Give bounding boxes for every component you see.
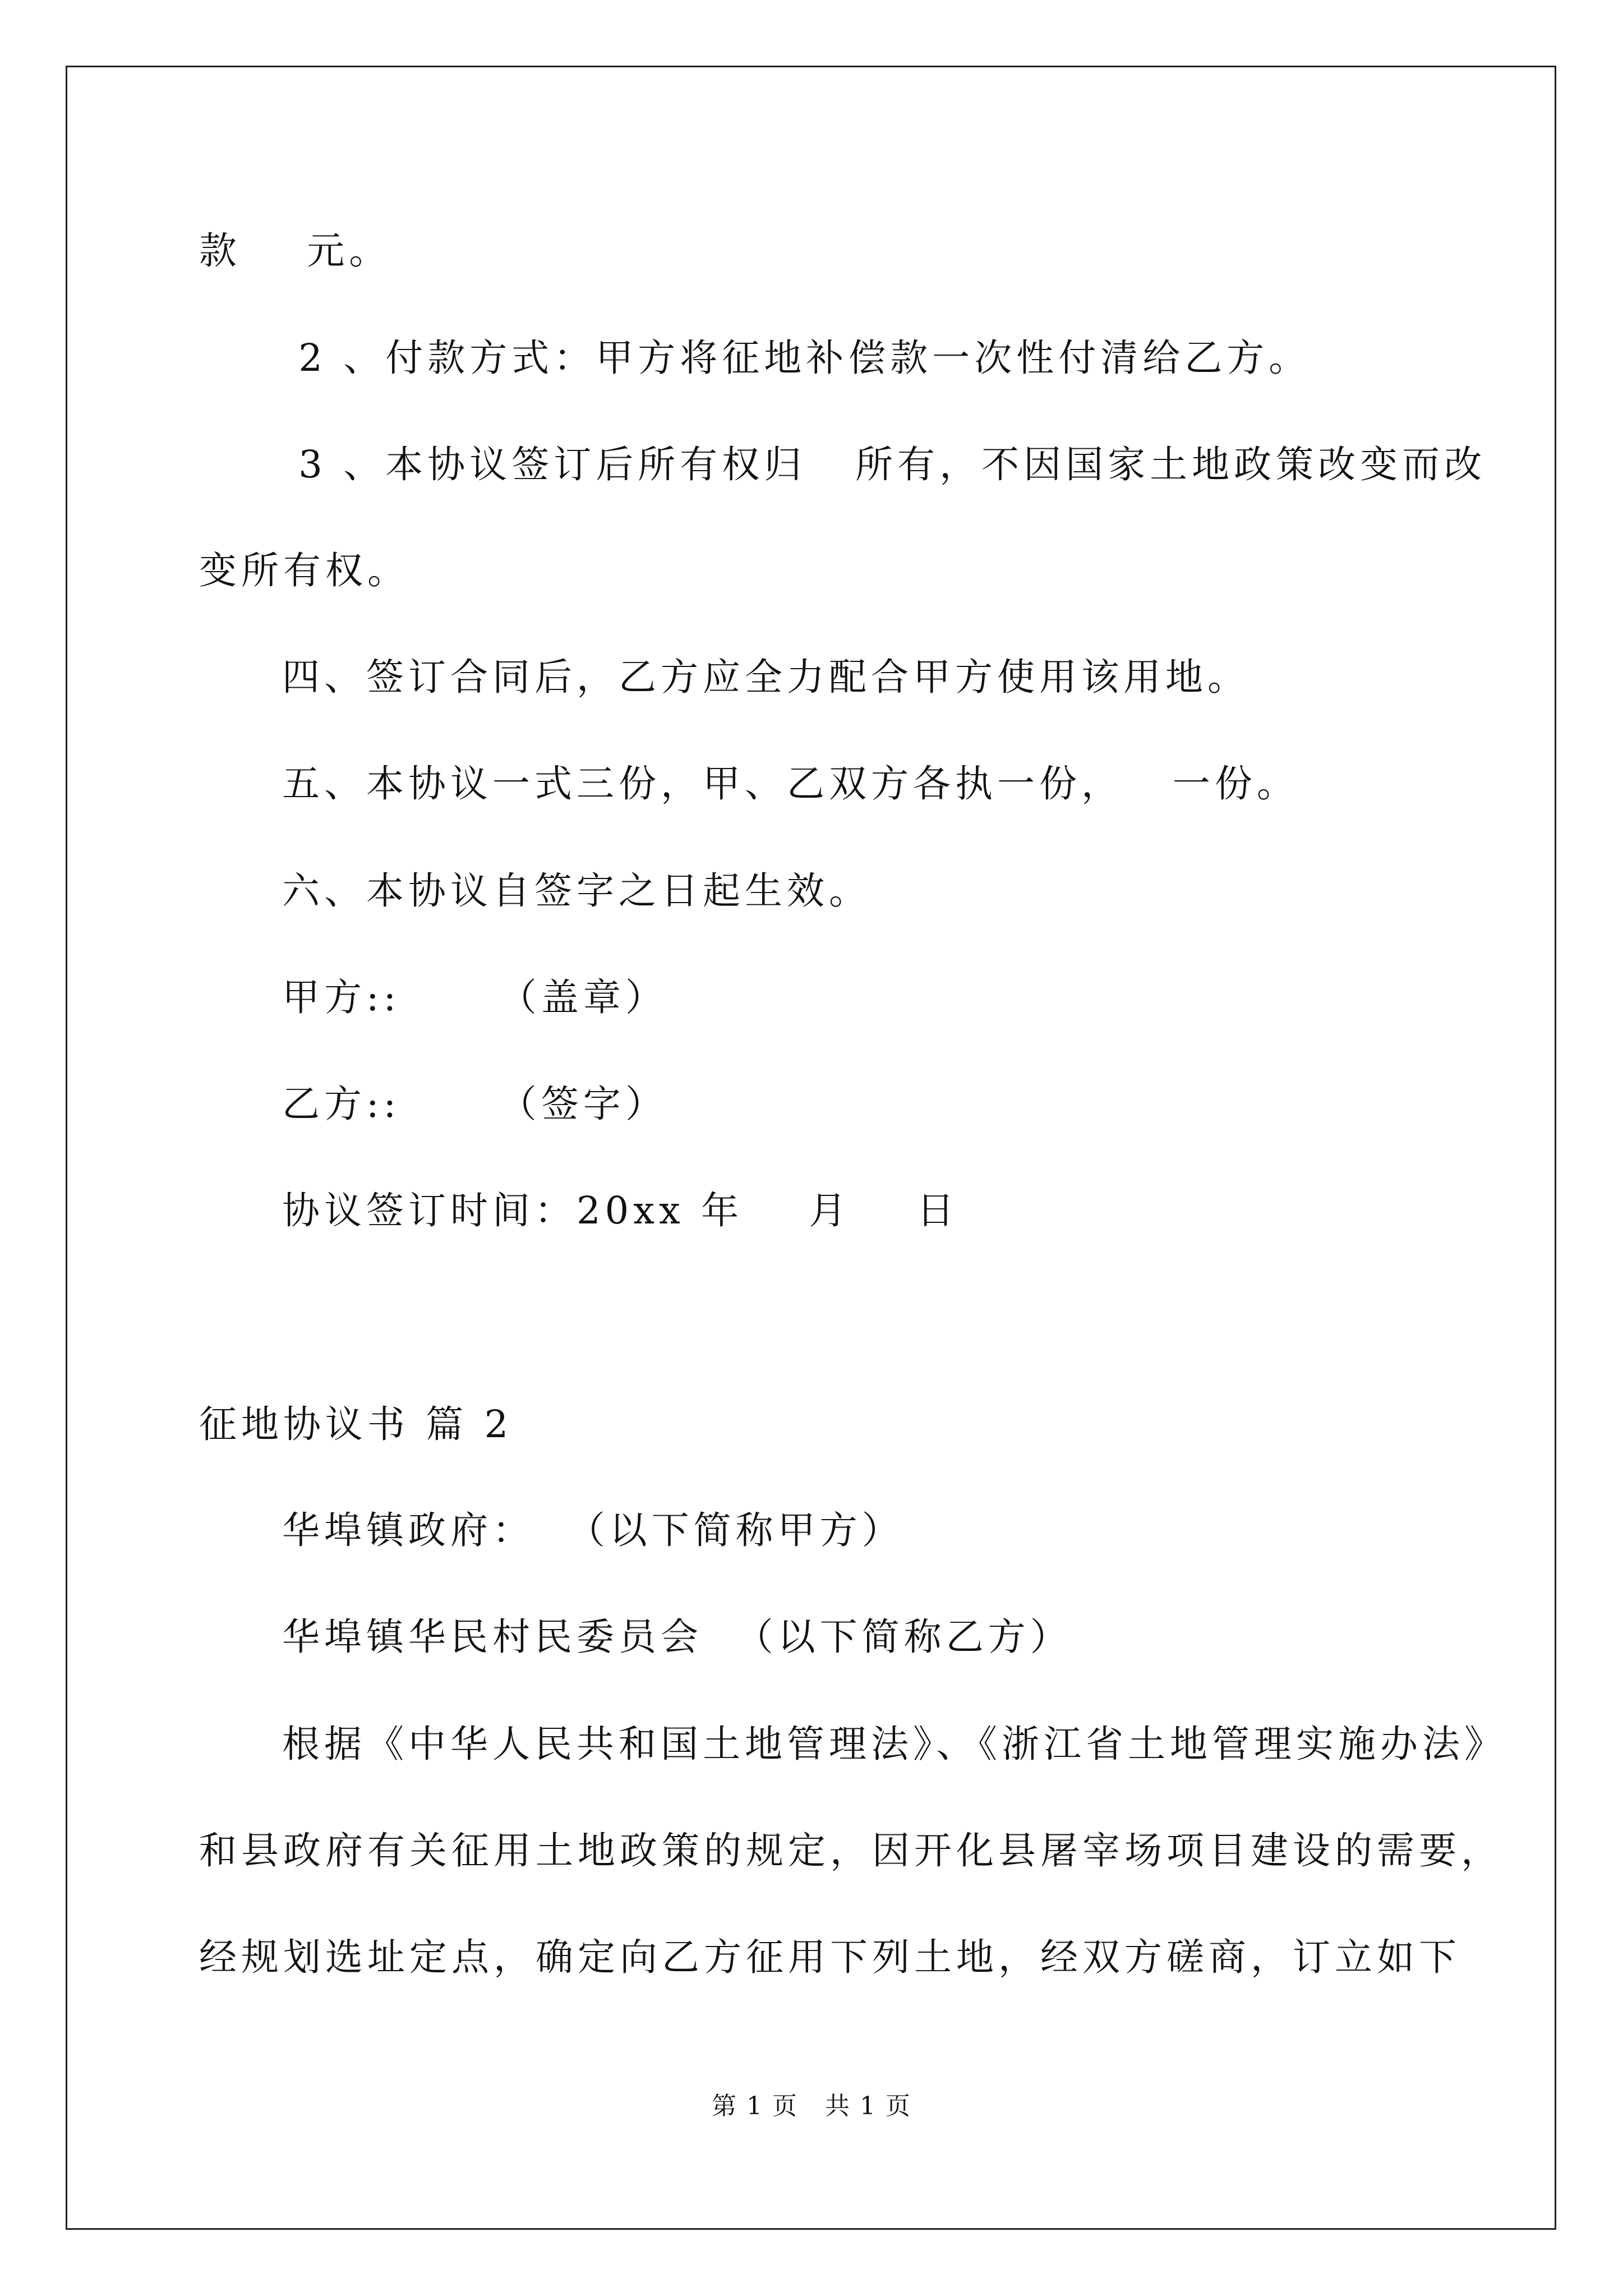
- party-a-line: 华埠镇政府： （以下简称甲方）: [282, 1508, 904, 1552]
- party-b-line: 华埠镇华民村民委员会 （以下简称乙方）: [282, 1615, 1072, 1659]
- text-line-clause-four: 四、签订合同后，乙方应全力配合甲方使用该用地。: [282, 655, 1249, 699]
- page-footer: 第 1 页 共 1 页: [712, 2092, 911, 2120]
- signing-date: 协议签订时间：20xx 年 月 日: [282, 1189, 959, 1232]
- text-line-basis-cont-2: 经规划选址定点，确定向乙方征用下列土地，经双方磋商，订立如下: [199, 1935, 1461, 1979]
- text-line-ownership: 3 、本协议签订后所有权归 所有，不因国家土地政策改变而改: [282, 443, 1487, 486]
- text-line-basis: 根据《中华人民共和国土地管理法》、《浙江省土地管理实施办法》: [282, 1722, 1506, 1766]
- page-border: [66, 66, 1556, 2230]
- text-line-clause-five: 五、本协议一式三份，甲、乙双方各执一份， 一份。: [282, 762, 1299, 806]
- text-line-basis-cont-1: 和县政府有关征用土地政策的规定，因开化县屠宰场项目建设的需要，: [199, 1829, 1503, 1872]
- section-heading: 征地协议书 篇 2: [199, 1402, 513, 1446]
- text-line-ownership-cont: 变所有权。: [199, 549, 409, 592]
- signature-party-b: 乙方:: （签字）: [282, 1082, 667, 1126]
- text-line-payment-method: 2 、付款方式：甲方将征地补偿款一次性付清给乙方。: [282, 336, 1311, 380]
- signature-party-a: 甲方:: （盖章）: [282, 976, 667, 1019]
- text-line-payment-amount: 款 元。: [199, 229, 391, 273]
- text-line-clause-six: 六、本协议自签字之日起生效。: [282, 869, 871, 913]
